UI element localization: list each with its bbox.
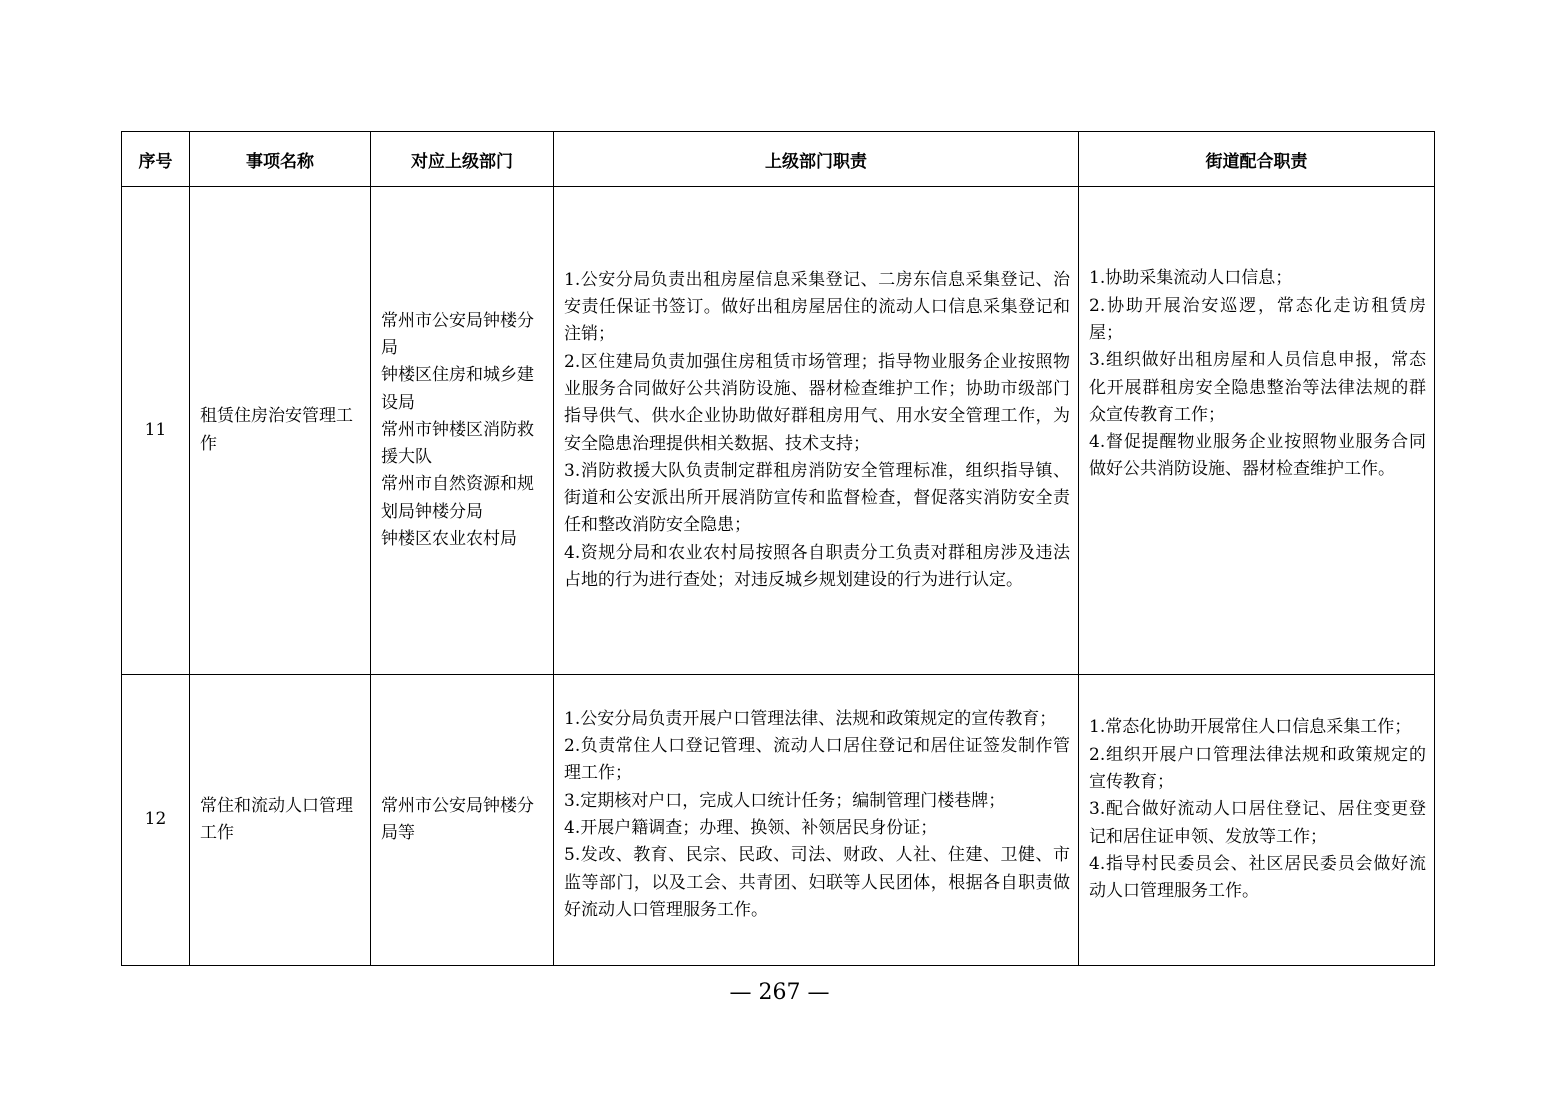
street-duty-item: 3.配合做好流动人口居住登记、居住变更登记和居住证申领、发放等工作； <box>1089 799 1426 847</box>
upper-duty-item: 4.资规分局和农业农村局按照各自职责分工负责对群租房涉及违法占地的行为进行查处；对违反城乡规划建设的行为进行认定。 <box>564 542 1070 590</box>
row-upper-duties <box>554 187 1079 675</box>
department-line: 钟楼区住房和城乡建设局 <box>381 365 534 413</box>
upper-duty-item: 3.消防救援大队负责制定群租房消防安全管理标准，组织指导镇、街道和公安派出所开展消防宣传和监督检查，督促落实消防安全责任和整改消防安全隐患； <box>564 460 1070 536</box>
street-duty-item: 2.协助开展治安巡逻，常态化走访租赁房屋； <box>1089 295 1426 343</box>
row-item-name: 租赁住房治安管理工作 <box>190 187 371 675</box>
department-line: 常州市钟楼区消防救援大队 <box>381 419 534 468</box>
row-serial-number: 11 <box>122 187 190 675</box>
row-item-name: 常住和流动人口管理工作 <box>190 675 371 966</box>
department-line: 常州市公安局钟楼分局 <box>381 310 534 358</box>
table-header-row <box>122 132 1435 187</box>
department-line: 常州市自然资源和规划局钟楼分局 <box>381 474 534 522</box>
street-duty-item: 4.督促提醒物业服务企业按照物业服务合同做好公共消防设施、器材检查维护工作。 <box>1089 432 1426 480</box>
street-duty-item: 1.常态化协助开展常住人口信息采集工作； <box>1089 717 1412 738</box>
header-item-name: 事项名称 <box>190 132 371 187</box>
header-superior-department: 对应上级部门 <box>371 132 554 187</box>
upper-duty-item: 1.公安分局负责开展户口管理法律、法规和政策规定的宣传教育； <box>564 708 1057 729</box>
street-duty-item: 3.组织做好出租房屋和人员信息申报，常态化开展群租房安全隐患整治等法律法规的群众宣传教育工作； <box>1089 350 1426 425</box>
upper-duty-item: 3.定期核对户口，完成人口统计任务；编制管理门楼巷牌； <box>564 790 1006 811</box>
row-upper-duties <box>554 675 1079 966</box>
table-row <box>122 187 1435 675</box>
header-serial-number: 序号 <box>122 132 190 187</box>
row-departments <box>371 187 554 675</box>
upper-duty-item: 2.负责常住人口登记管理、流动人口居住登记和居住证签发制作管理工作； <box>564 736 1070 784</box>
upper-duty-item: 5.发改、教育、民宗、民政、司法、财政、人社、住建、卫健、市监等部门，以及工会、共青团、妇联等人民团体，根据各自职责做好流动人口管理服务工作。 <box>564 845 1070 920</box>
row-serial-number: 12 <box>122 675 190 966</box>
header-superior-duties: 上级部门职责 <box>554 132 1079 187</box>
upper-duty-item: 4.开展户籍调查；办理、换领、补领居民身份证； <box>564 818 938 838</box>
upper-duty-item: 2.区住建局负责加强住房租赁市场管理；指导物业服务企业按照物业服务合同做好公共消防设施、器材检查维护工作；协助市级部门指导供气、供水企业协助做好群租房用气、用水安全管理工作，为安全隐患治理提供相关数据、技术支持； <box>564 351 1070 454</box>
department-line: 钟楼区农业农村局 <box>381 529 517 550</box>
street-duty-item: 2.组织开展户口管理法律法规和政策规定的宣传教育； <box>1089 744 1426 793</box>
upper-duty-item: 1.公安分局负责出租房屋信息采集登记、二房东信息采集登记、治安责任保证书签订。做好出租房屋居住的流动人口信息采集登记和注销； <box>564 269 1070 345</box>
street-duty-item: 1.协助采集流动人口信息； <box>1089 268 1293 289</box>
table-row <box>122 675 1435 966</box>
street-duty-item: 4.指导村民委员会、社区居民委员会做好流动人口管理服务工作。 <box>1089 853 1426 902</box>
duty-table <box>121 131 1435 966</box>
department-line: 常州市公安局钟楼分局等 <box>381 795 534 843</box>
row-street-duties <box>1079 187 1435 675</box>
page-number: — 267 — <box>729 980 830 1005</box>
header-street-duties: 街道配合职责 <box>1079 132 1435 187</box>
row-street-duties <box>1079 675 1435 966</box>
row-departments <box>371 675 554 966</box>
